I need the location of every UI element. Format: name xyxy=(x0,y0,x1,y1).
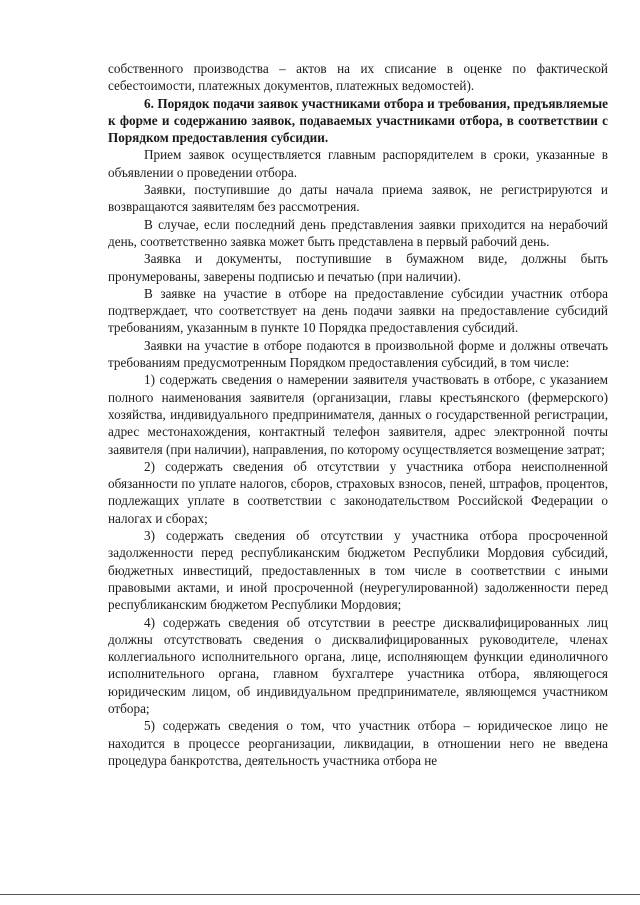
paragraph: В заявке на участие в отборе на предоставление субсидии участник отбора подтверждает, что соответствует на день подачи заявки на предоставление субсидий требованиям, указанным в пункте 10 Порядка предоставления субсидий. xyxy=(108,285,608,336)
paragraph: Прием заявок осуществляется главным распорядителем в сроки, указанные в объявлении о проведении отбора. xyxy=(108,147,608,180)
list-item: 4) содержать сведения об отсутствии в реестре дисквалифицированных лиц должны отсутствовать сведения о дисквалифицированных руководителе, членах коллегиального исполнительного органа, лице, исполняющем функции единоличного исполнительного органа, главном бухгалтере участника отбора, являющегося юридическим лицом, об индивидуальном предпринимателе, являющемся участником отбора; xyxy=(108,614,608,716)
paragraph: В случае, если последний день представления заявки приходится на нерабочий день, соответственно заявка может быть представлена в первый рабочий день. xyxy=(108,216,608,249)
list-item: 1) содержать сведения о намерении заявителя участвовать в отборе, с указанием полного наименования заявителя (организации, главы крестьянского (фермерского) хозяйства, индивидуального предпринимателя, данных о государственной регистрации, адрес местонахождения, контактный телефон заявителя, адрес электронной почты заявителя (при наличии), направления, по которому осуществляется возмещение затрат; xyxy=(108,372,608,457)
list-item: 3) содержать сведения об отсутствии у участника отбора просроченной задолженности перед республиканским бюджетом Республики Мордовия субсидий, бюджетных инвестиций, предоставленных в том числе в соответствии с иными правовыми актами, и иной просроченной (неурегулированной) задолженности перед республиканским бюджетом Республики Мордовия; xyxy=(108,528,608,613)
section-heading: 6. Порядок подачи заявок участниками отбора и требования, предъявляемые к форме и содержанию заявок, подаваемых участниками отбора, в соответствии с Порядком предоставления субсидии. xyxy=(108,95,608,146)
document-body xyxy=(108,60,608,769)
list-item: 2) содержать сведения об отсутствии у участника отбора неисполненной обязанности по уплате налогов, сборов, страховых взносов, пеней, штрафов, процентов, подлежащих уплате в соответствии с законодательством Российской Федерации о налогах и сборах; xyxy=(108,458,608,526)
paragraph: Заявки, поступившие до даты начала приема заявок, не регистрируются и возвращаются заявителям без рассмотрения. xyxy=(108,182,608,215)
paragraph: Заявки на участие в отборе подаются в произвольной форме и должны отвечать требованиям предусмотренным Порядком предоставления субсидий, в том числе: xyxy=(108,337,608,371)
footer-divider xyxy=(0,894,640,895)
paragraph-continuation: собственного производства – актов на их списание в оценке по фактической себестоимости, платежных документов, платежных ведомостей). xyxy=(108,61,608,94)
paragraph: Заявка и документы, поступившие в бумажном виде, должны быть пронумерованы, заверены подписью и печатью (при наличии). xyxy=(108,251,608,284)
list-item: 5) содержать сведения о том, что участник отбора – юридическое лицо не находится в процессе реорганизации, ликвидации, в отношении него не введена процедура банкротства, деятельность участника отбора не xyxy=(108,718,608,768)
